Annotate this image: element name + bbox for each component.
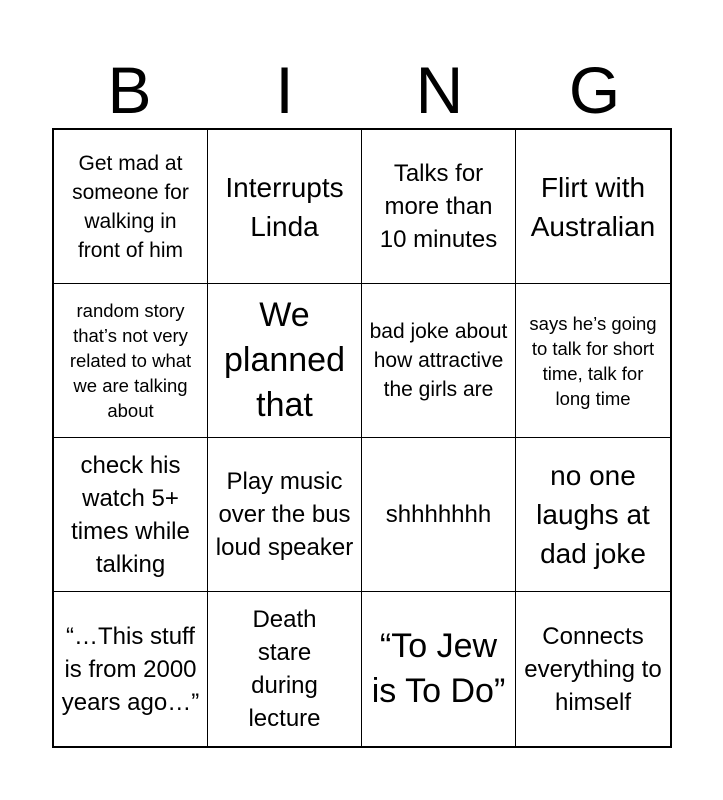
bingo-cell[interactable] [208,438,362,592]
bingo-header [52,52,672,128]
cell-text: no one laughs at dad joke [536,460,650,569]
cell-text: Flirt with Australian [530,171,656,242]
cell-text: Play music over the bus loud speaker [215,468,354,561]
bingo-cell[interactable] [362,284,516,438]
header-letter-n: N [415,53,464,127]
bingo-cell[interactable] [208,284,362,438]
cell-text: “To Jew is To Do” [371,627,506,710]
cell-text: Get mad at someone for walking in front of him [72,151,189,262]
cell-text: Interrupts Linda [225,171,344,242]
bingo-cell[interactable] [54,130,208,284]
bingo-cell[interactable] [516,284,670,438]
bingo-cell[interactable] [208,592,362,746]
bingo-cell[interactable] [516,130,670,284]
bingo-cell[interactable] [362,438,516,592]
bingo-grid [52,128,672,748]
bingo-cell[interactable] [516,592,670,746]
header-letter-i: I [275,53,294,127]
cell-text: check his watch 5+ times while talking [71,451,190,578]
bingo-cell[interactable] [516,438,670,592]
cell-text: Connects everything to himself [524,622,662,716]
cell-text: Death stare during lecture [248,606,321,732]
bingo-cell[interactable] [208,130,362,284]
bingo-cell[interactable] [54,438,208,592]
cell-text: says he’s going to talk for short time, talk for long time [529,312,657,409]
header-letter-b: B [107,53,152,127]
bingo-cell[interactable] [54,284,208,438]
cell-text: “…This stuff is from 2000 years ago…” [61,622,200,716]
bingo-cell[interactable] [362,592,516,746]
cell-text: bad joke about how attractive the girls are [369,320,508,401]
cell-text: We planned that [223,296,345,424]
cell-text: shhhhhhh [385,501,492,528]
cell-text: random story that’s not very related to what we are talking about [69,300,192,421]
cell-text: Talks for more than 10 minutes [379,160,498,253]
bingo-cell[interactable] [54,592,208,746]
bingo-cell[interactable] [362,130,516,284]
header-letter-g: G [568,53,621,127]
